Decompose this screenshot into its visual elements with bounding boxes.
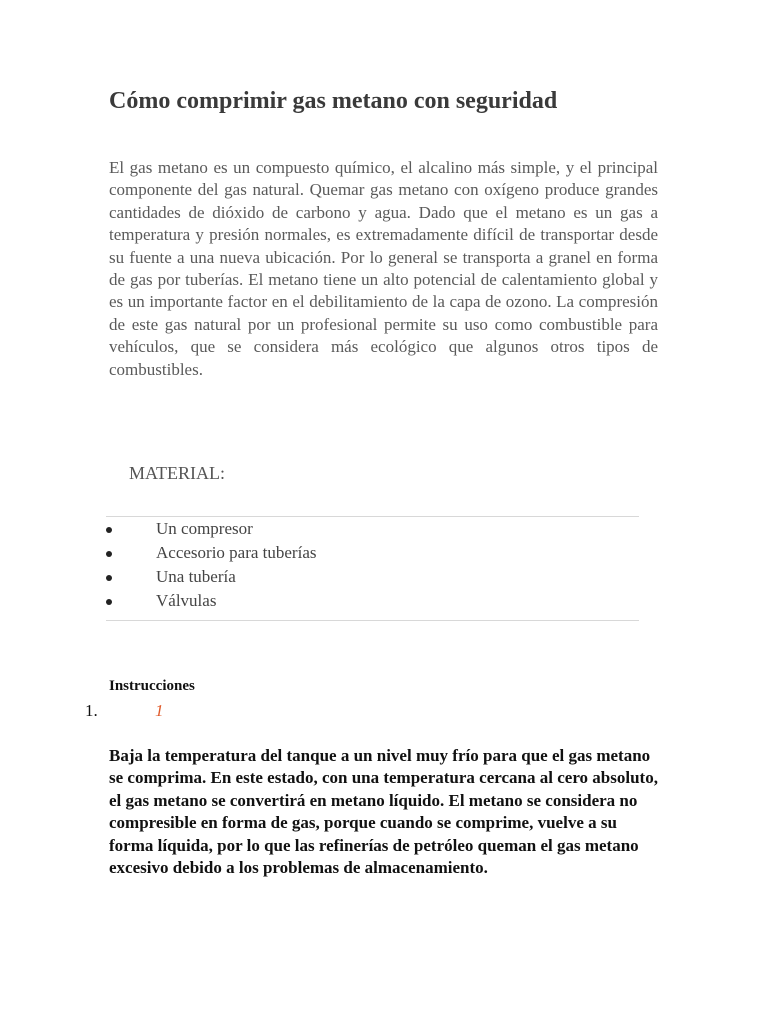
material-item-label: Válvulas (156, 591, 217, 610)
material-item-label: Un compresor (156, 519, 253, 538)
page-title: Cómo comprimir gas metano con seguridad (109, 88, 558, 114)
list-item (106, 589, 639, 613)
bullet-icon (106, 599, 112, 605)
list-item (106, 565, 639, 589)
material-heading: MATERIAL: (129, 463, 225, 483)
material-item-label: Accesorio para tuberías (156, 543, 317, 562)
material-item-label: Una tubería (156, 567, 236, 586)
material-list (106, 517, 639, 613)
bullet-icon (106, 575, 112, 581)
bullet-icon (106, 527, 112, 533)
intro-paragraph: El gas metano es un compuesto químico, el alcalino más simple, y el principal componente del gas natural. Quemar gas metano con oxígeno produce grandes cantidades de dióxido de carbono y agua. Dado que el metano es un gas a temperatura y presión normales, es extremadamente difícil de transportar desde su fuente a una nueva ubicación. Por lo general se transporta a granel en forma de gas por tuberías. El metano tiene un alto potencial de calentamiento global y es un importante factor en el debilitamiento de la capa de ozono. La compresión de este gas natural por un profesional permite su uso como combustible para vehículos, que se considera más ecológico que algunos otros tipos de combustibles. (109, 158, 658, 379)
step-link[interactable]: 1 (155, 701, 164, 720)
bullet-icon (106, 551, 112, 557)
list-item (106, 541, 639, 565)
instructions-heading: Instrucciones (109, 678, 195, 694)
step-number: 1. (85, 701, 98, 720)
list-item (106, 517, 639, 541)
list-divider-bottom (106, 620, 639, 621)
step-text: Baja la temperatura del tanque a un nivel muy frío para que el gas metano se comprima. En este estado, con una temperatura cercana al cero absoluto, el gas metano se convertirá en metano líquido. El metano se considera no compresible en forma de gas, porque cuando se comprime, vuelve a su forma líquida, por lo que las refinerías de petróleo queman el gas metano excesivo debido a los problemas de almacenamiento. (109, 746, 658, 878)
